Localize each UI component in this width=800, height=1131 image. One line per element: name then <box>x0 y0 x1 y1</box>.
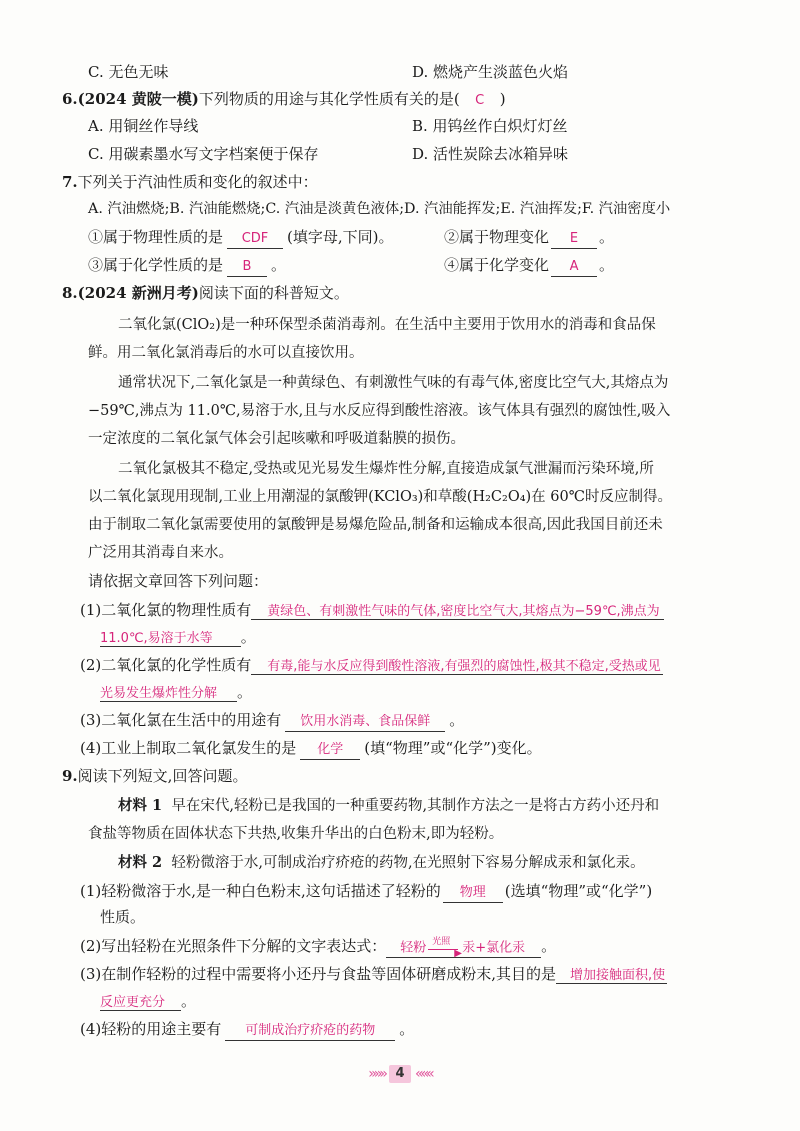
q8-sub1-line1 <box>80 600 664 621</box>
q8-sub2-answer-line1: 有毒,能与水反应得到酸性溶液,有强烈的腐蚀性,极其不稳定,受热或见 <box>251 659 663 675</box>
q5-option-c: C. 无色无味 <box>88 63 169 81</box>
q8-para1-line1: 二氧化氯(ClO₂)是一种环保型杀菌消毒剂。在生活中主要用于饮用水的消毒和食品保 <box>118 317 656 333</box>
page-number: 4 <box>389 1065 411 1083</box>
q7-part2-prompt: ②属于物理变化 <box>444 228 550 246</box>
q9-material1-text1: 早在宋代,轻粉已是我国的一种重要药物,其制作方法之一是将古方药小还丹和 <box>171 798 660 814</box>
q9-sub2-answer <box>386 936 541 959</box>
q6-stem-line <box>62 89 506 110</box>
q6-stem: 下列物质的用途与其化学性质有关的是( <box>198 90 460 108</box>
q8-number: 8. <box>62 284 78 302</box>
q9-material2-label: 材料 2 <box>118 854 163 871</box>
q8-sub3-tail: 。 <box>449 711 465 729</box>
q5-option-d: D. 燃烧产生淡蓝色火焰 <box>412 63 569 81</box>
q8-sub1-tail: 。 <box>240 628 256 646</box>
q7-part4-answer: A <box>551 258 597 277</box>
q8-sub4-prompt: (4)工业上制取二氧化氯发生的是 <box>80 739 297 757</box>
q7-part1-tail: (填字母,下同)。 <box>287 228 394 246</box>
q7-part3-answer: B <box>227 258 267 277</box>
q9-sub1-line2: 性质。 <box>100 908 146 926</box>
q9-sub3-answer-line1: 增加接触面积,使 <box>556 968 667 984</box>
q7-stem: 下列关于汽油性质和变化的叙述中： <box>77 173 318 191</box>
q9-sub2-reactant: 轻粉 <box>400 940 427 955</box>
q7-number: 7. <box>62 173 78 191</box>
reaction-condition: 光照 <box>432 936 451 947</box>
q6-option-d: D. 活性炭除去冰箱异味 <box>412 145 569 163</box>
q6-option-c: C. 用碳素墨水写文字档案便于保存 <box>88 145 319 163</box>
q7-part2 <box>444 227 614 249</box>
q8-sub1-answer-line2: 11.0℃,易溶于水等 <box>100 631 241 647</box>
q6-answer: C <box>475 93 485 108</box>
page-footer <box>340 1064 460 1084</box>
q7-part3 <box>88 255 286 277</box>
q7-stem-line <box>62 172 318 192</box>
q9-sub3-answer-line2: 反应更充分 <box>100 995 181 1011</box>
q7-part2-answer: E <box>551 230 597 249</box>
q8-sub3-answer: 饮用水消毒、食品保鲜 <box>285 713 445 732</box>
q9-sub1-line1 <box>80 881 652 903</box>
q8-source: (2024 新洲月考) <box>77 284 199 302</box>
q9-sub2-products: 汞+氯化汞 <box>462 940 526 955</box>
q8-sub3 <box>80 710 464 732</box>
q9-sub1-tail: (选填“物理”或“化学”) <box>504 882 653 900</box>
q8-sub2-tail: 。 <box>237 683 253 701</box>
q9-sub2-prompt: (2)写出轻粉在光照条件下分解的文字表达式： <box>80 937 387 955</box>
q9-sub1-prompt: (1)轻粉微溶于水,是一种白色粉末,这句话描述了轻粉的 <box>80 882 441 900</box>
q9-sub3-prompt: (3)在制作轻粉的过程中需要将小还丹与食盐等固体研磨成粉末,其目的是 <box>80 965 557 983</box>
q6-option-b: B. 用钨丝作白炽灯灯丝 <box>412 117 568 135</box>
q7-part2-tail: 。 <box>599 228 615 246</box>
q8-stem-line <box>62 283 349 303</box>
q8-para2-line3: 一定浓度的二氧化氯气体会引起咳嗽和呼吸道黏膜的损伤。 <box>88 431 465 447</box>
q9-number: 9. <box>62 767 78 785</box>
q9-material2-text1: 轻粉微溶于水,可制成治疗疥疮的药物,在光照射下容易分解成汞和氯化汞。 <box>171 855 645 871</box>
q9-sub3-tail: 。 <box>181 992 197 1010</box>
q9-material1-line2: 食盐等物质在固体状态下共热,收集升华出的白色粉末,即为轻粉。 <box>88 826 504 842</box>
q8-sub4 <box>80 738 542 760</box>
q7-part1-answer: CDF <box>227 230 283 249</box>
q7-part1 <box>88 227 394 249</box>
q7-part4-tail: 。 <box>599 256 615 274</box>
q8-sub2-line2 <box>100 682 252 703</box>
q8-para3-line4: 广泛用其消毒自来水。 <box>88 545 233 561</box>
q7-part3-tail: 。 <box>271 256 287 274</box>
q8-sub1-answer-line1: 黄绿色、有刺激性气味的气体,密度比空气大,其熔点为−59℃,沸点为 <box>251 604 663 620</box>
q6-option-a: A. 用铜丝作导线 <box>88 117 199 135</box>
q8-para2-line1: 通常状况下,二氧化氯是一种黄绿色、有刺激性气味的有毒气体,密度比空气大,其熔点为 <box>118 375 669 391</box>
q9-sub2 <box>80 936 556 958</box>
q8-sub2-line1 <box>80 655 663 676</box>
q8-sub1-line2 <box>100 627 256 648</box>
q9-material1-label: 材料 1 <box>118 797 163 814</box>
chevron-left-icon: ««« <box>415 1066 432 1082</box>
chevron-right-icon: »»» <box>368 1066 385 1082</box>
q7-part4 <box>444 255 614 277</box>
q8-para2-line2: −59℃,沸点为 11.0℃,易溶于水,且与水反应得到酸性溶液。该气体具有强烈的腐蚀性,吸入 <box>88 403 671 419</box>
q9-sub4 <box>80 1019 414 1041</box>
q9-material2-line1 <box>118 853 645 873</box>
q9-sub3-line1 <box>80 964 667 985</box>
q9-stem-line <box>62 766 247 786</box>
q8-para3-line2: 以二氧化氯现用现制,工业上用潮湿的氯酸钾(KClO₃)和草酸(H₂C₂O₄)在 60℃时反应制得。 <box>88 489 672 505</box>
q8-para3-line3: 由于制取二氧化氯需要使用的氯酸钾是易爆危险品,制备和运输成本很高,因此我国目前还未 <box>88 517 663 533</box>
q9-stem: 阅读下列短文,回答问题。 <box>77 767 248 785</box>
q6-number: 6. <box>62 90 78 108</box>
q9-sub4-prompt: (4)轻粉的用途主要有 <box>80 1020 222 1038</box>
q9-sub4-tail: 。 <box>399 1020 415 1038</box>
q8-prompt: 请依据文章回答下列问题： <box>88 572 269 590</box>
q8-sub3-prompt: (3)二氧化氯在生活中的用途有 <box>80 711 282 729</box>
q9-sub4-answer: 可制成治疗疥疮的药物 <box>225 1022 395 1041</box>
q8-sub2-answer-line2: 光易发生爆炸性分解 <box>100 686 237 702</box>
q9-sub1-answer: 物理 <box>443 884 503 903</box>
q6-close-paren: ) <box>499 90 506 108</box>
q6-source: (2024 黄陂一模) <box>77 90 199 108</box>
q8-para1-line2: 鲜。用二氧化氯消毒后的水可以直接饮用。 <box>88 345 364 361</box>
q8-sub1-prompt: (1)二氧化氯的物理性质有 <box>80 601 252 619</box>
q7-items: A. 汽油燃烧;B. 汽油能燃烧;C. 汽油是淡黄色液体;D. 汽油能挥发;E. 汽油挥发;F. 汽油密度小 <box>88 201 671 217</box>
q7-part3-prompt: ③属于化学性质的是 <box>88 256 224 274</box>
q8-stem: 阅读下面的科普短文。 <box>198 284 349 302</box>
q8-sub4-answer: 化学 <box>300 741 360 760</box>
reaction-arrow-icon: 光照 ▶ <box>426 939 462 957</box>
q9-sub2-tail: 。 <box>541 937 557 955</box>
q7-part4-prompt: ④属于化学变化 <box>444 256 550 274</box>
q9-material1-line1 <box>118 796 659 816</box>
q8-sub2-prompt: (2)二氧化氯的化学性质有 <box>80 656 252 674</box>
q9-sub3-line2 <box>100 991 196 1012</box>
q8-para3-line1: 二氧化氯极其不稳定,受热或见光易发生爆炸性分解,直接造成氯气泄漏而污染环境,所 <box>118 461 654 477</box>
q7-part1-prompt: ①属于物理性质的是 <box>88 228 224 246</box>
q8-sub4-tail: (填“物理”或“化学”)变化。 <box>364 739 542 757</box>
